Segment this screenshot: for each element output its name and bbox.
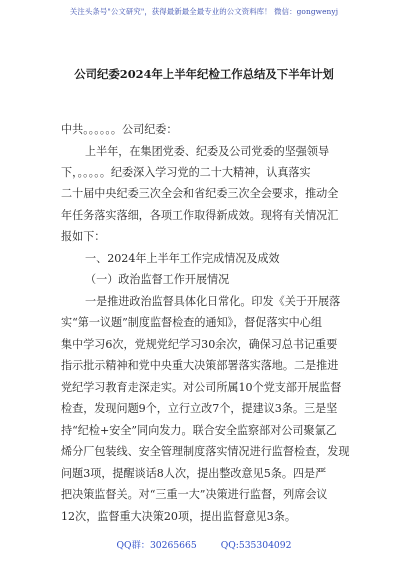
body-line: 指示批示精神和党中央重大决策部署落实落地。二是推进 [61,359,339,372]
body-line: 上半年，在集团党委、纪委及公司党委的坚强领导 [85,145,330,158]
body-line: 一是推进政治监督具体化日常化。印发《关于开展落 [85,295,341,308]
body-line: 把决策监督关。对“三重一大”决策进行监督，列席会议 [61,488,328,501]
body-line: 烯分厂包装线、安全管理制度落实情况进行监督检查，发现 [61,445,350,458]
document-title: 公司纪委2024年上半年纪检工作总结及下半年计划 [74,67,334,81]
footer-qq: QQ:535304092 [220,540,292,551]
body-line: 集中学习6次，党规党纪学习30余次，确保习总书记重要 [61,338,338,351]
salutation: 中共。。。。。。公司纪委： [61,123,178,136]
body-line: 问题3项，提醒谈话8人次，提出整改意见5条。四是严 [61,467,327,480]
body-line: 持“纪检+安全”同向发力。联合安全监察部对公司聚氯乙 [61,424,337,437]
subsection-heading: （一）政治监督工作开展情况 [85,273,230,286]
body-line: 年任务落实落细，各项工作取得新成效。现将有关情况汇 [61,209,339,222]
body-line: 实“第一议题”制度监督检查的通知》，督促落实中心组 [61,316,322,329]
header-note: 关注头条号"公文研究"，获得最新最全最专业的公文资料库！ 微信：gongwenyj [69,7,339,16]
body-line: 检查，发现问题9个，立行立改7个，提建议3条。三是坚 [61,402,338,415]
body-line: 下，。。。。。纪委深入学习党的二十大精神，认真落实 [61,166,311,179]
body-line: 报如下： [61,230,106,243]
section-heading: 一、2024年上半年工作完成情况及成效 [85,252,280,265]
body-line: 二十届中央纪委三次全会和省纪委三次全会要求，推动全 [61,187,339,200]
footer-contacts [0,537,408,551]
footer-qq-group: QQ群：30265665 [116,540,197,551]
body-line: 12次，监督重大决策20项，提出监督意见3条。 [61,510,296,523]
body-line: 党纪学习教育走深走实。对公司所属10个党支部开展监督 [61,381,342,394]
